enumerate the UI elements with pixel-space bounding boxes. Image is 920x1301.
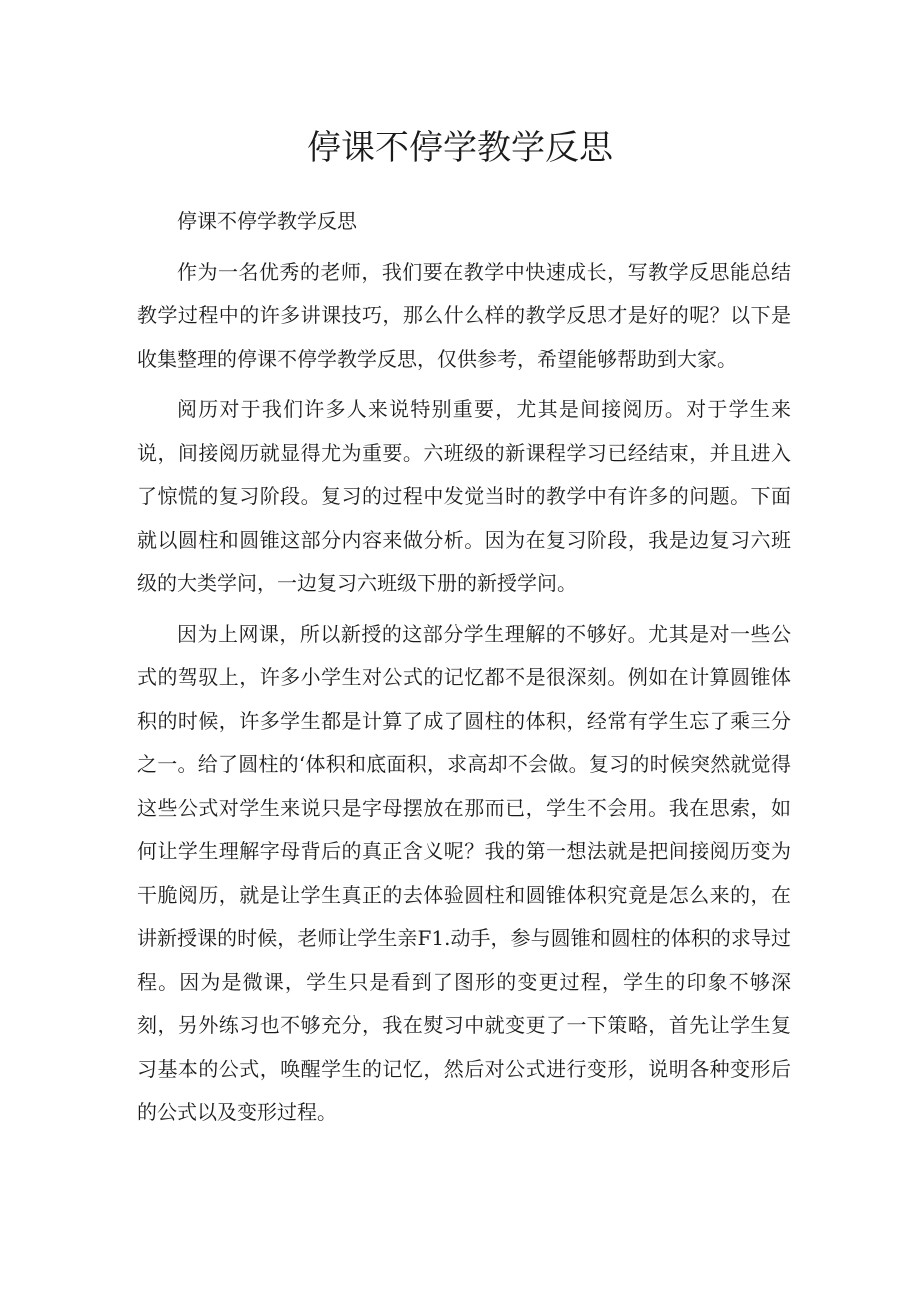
paragraph-experience: 阅历对于我们许多人来说特别重要，尤其是间接阅历。对于学生来说，间接阅历就显得尤为重要。六班级的新课程学习已经结束，并且进入了惊慌的复习阶段。复习的过程中发觉当时的教学中有许多的问题。下面就以圆柱和圆锥这部分内容来做分析。因为在复习阶段，我是边复习六班级的大类学问，一边复习六班级下册的新授学问。	[137, 397, 791, 595]
paragraph-online-class: 因为上网课，所以新授的这部分学生理解的不够好。尤其是对一些公式的驾驭上，许多小学生对公式的记忆都不是很深刻。例如在计算圆锥体积的时候，许多学生都是计算了成了圆柱的体积，经常有学生忘了乘三分之一。给了圆柱的‘体积和底面积，求高却不会做。复习的时候突然就觉得这些公式对学生来说只是字母摆放在那而已，学生不会用。我在思索，如何让学生理解字母背后的真正含义呢？我的第一想法就是把间接阅历变为干脆阅历，就是让学生真正的去体验圆柱和圆锥体积究竟是怎么来的，在讲新授课的时候，老师让学生亲F1.动手，参与圆锥和圆柱的体积的求导过程。因为是微课，学生只是看到了图形的变更过程，学生的印象不够深刻，另外练习也不够充分，我在熨习中就变更了一下策略，首先让学生复习基本的公式，唤醒学生的记忆，然后对公式进行变形，说明各种变形后的公式以及变形过程。	[137, 621, 791, 1124]
page-title: 停课不停学教学反思	[307, 128, 613, 168]
paragraph-intro: 作为一名优秀的老师，我们要在教学中快速成长，写教学反思能总结教学过程中的许多讲课技巧，那么什么样的教学反思才是好的呢？以下是收集整理的停课不停学教学反思，仅供参考，希望能够帮助到大家。	[137, 259, 791, 371]
document-body	[137, 200, 791, 1135]
document-subtitle: 停课不停学教学反思	[177, 209, 357, 233]
